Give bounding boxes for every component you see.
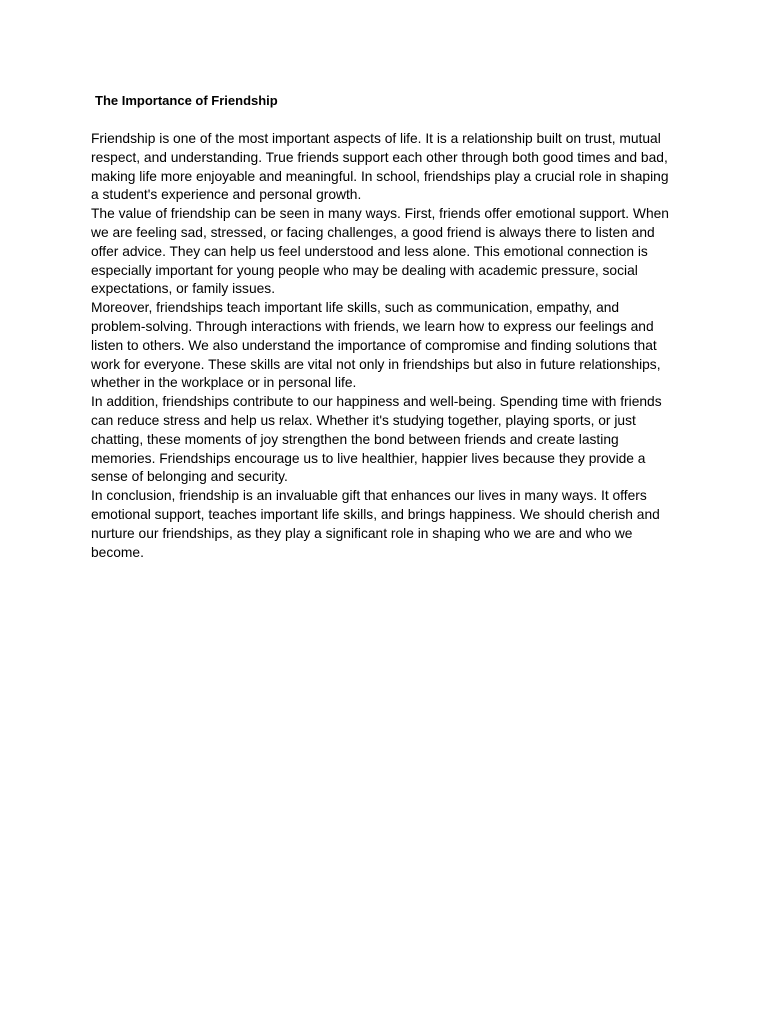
paragraph-happiness: In addition, friendships contribute to our happiness and well-being. Spending time with friends can reduce stress and help us relax. Whether it's studying together, playing sports, or just chatting, these moments of joy strengthen the bond between friends and create lasting memories. Friendships encourage us to live healthier, happier lives because they provide a sense of belonging and security. — [91, 394, 662, 485]
document-body — [91, 130, 677, 562]
paragraph-emotional-support: The value of friendship can be seen in many ways. First, friends offer emotional support. When we are feeling sad, stressed, or facing challenges, a good friend is always there to listen and offer advice. They can help us feel understood and less alone. This emotional connection is especially important for young people who may be dealing with academic pressure, social expectations, or family issues. — [91, 206, 669, 297]
paragraph-conclusion: In conclusion, friendship is an invaluable gift that enhances our lives in many ways. It offers emotional support, teaches important life skills, and brings happiness. We should cherish and nurture our friendships, as they play a significant role in shaping who we are and who we become. — [91, 488, 660, 560]
paragraph-intro: Friendship is one of the most important aspects of life. It is a relationship built on trust, mutual respect, and understanding. True friends support each other through both good times and bad, making life more enjoyable and meaningful. In school, friendships play a crucial role in shaping a student's experience and personal growth. — [91, 131, 669, 203]
paragraph-life-skills: Moreover, friendships teach important life skills, such as communication, empathy, and problem-solving. Through interactions with friends, we learn how to express our feelings and listen to others. We also understand the importance of compromise and finding solutions that work for everyone. These skills are vital not only in friendships but also in future relationships, whether in the workplace or in personal life. — [91, 300, 661, 391]
document-title: The Importance of Friendship — [95, 93, 278, 108]
